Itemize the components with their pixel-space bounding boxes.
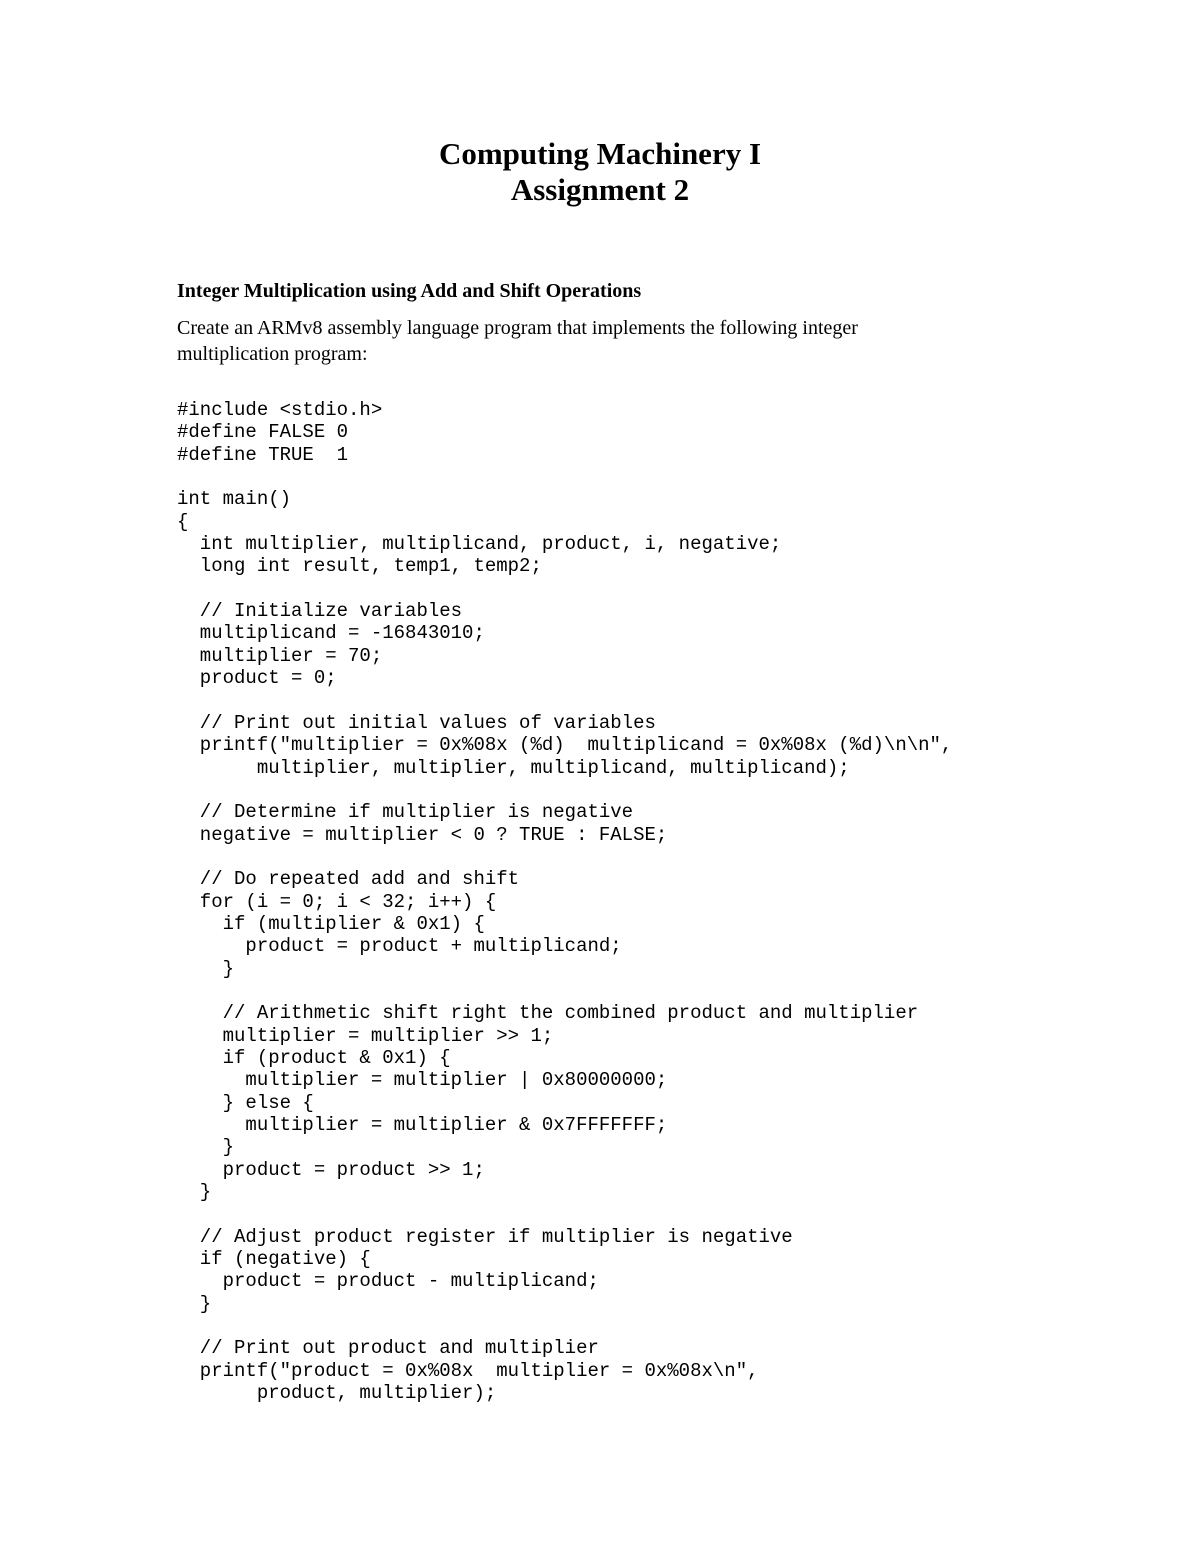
code-line: long int result, temp1, temp2; (177, 555, 542, 578)
code-line: // Print out product and multiplier (177, 1337, 599, 1360)
code-line: printf("product = 0x%08x multiplier = 0x%08x\n", (177, 1359, 759, 1382)
code-line (177, 689, 952, 711)
code-line: if (multiplier & 0x1) { (177, 912, 485, 935)
code-line: } (177, 1292, 212, 1315)
section-heading: Integer Multiplication using Add and Shift Operations (177, 280, 642, 302)
code-line: #include <stdio.h> (177, 399, 383, 421)
code-line: #define TRUE 1 (177, 443, 349, 466)
code-line: product = product + multiplicand; (177, 935, 622, 958)
code-line: multiplier = multiplier >> 1; (177, 1024, 554, 1047)
code-line: int multiplier, multiplicand, product, i, negative; (177, 533, 782, 556)
code-line: // Do repeated add and shift (177, 868, 520, 891)
code-line: product = product >> 1; (177, 1158, 485, 1181)
code-line: // Print out initial values of variables (177, 711, 656, 734)
code-line (177, 846, 952, 868)
code-line: multiplier = 70; (177, 644, 383, 667)
code-line: } (177, 1136, 235, 1159)
code-line: multiplier = multiplier & 0x7FFFFFFF; (177, 1114, 668, 1136)
code-line (177, 779, 952, 801)
code-line: #define FALSE 0 (177, 421, 349, 444)
code-line (177, 466, 952, 488)
code-line: } (177, 957, 235, 980)
code-line: negative = multiplier < 0 ? TRUE : FALSE; (177, 823, 668, 846)
intro-paragraph (177, 315, 937, 367)
code-line (177, 980, 952, 1002)
code-line: printf("multiplier = 0x%08x (%d) multiplicand = 0x%08x (%d)\n\n", (177, 734, 953, 757)
code-line: // Determine if multiplier is negative (177, 801, 634, 824)
document-title (0, 136, 1200, 208)
code-line: // Initialize variables (177, 600, 463, 623)
code-line: } (177, 1181, 212, 1204)
code-line (177, 1315, 952, 1337)
assignment-title: Assignment 2 (510, 172, 690, 207)
code-line: multiplicand = -16843010; (177, 622, 485, 645)
code-line: if (product & 0x1) { (177, 1046, 451, 1069)
code-line: } else { (177, 1091, 314, 1114)
code-line: multiplier, multiplier, multiplicand, multiplicand); (177, 756, 850, 779)
code-listing (177, 399, 952, 1404)
code-line: product = 0; (177, 667, 337, 690)
intro-line: multiplication program: (177, 343, 368, 365)
code-line (177, 1203, 952, 1225)
code-line: for (i = 0; i < 32; i++) { (177, 890, 497, 913)
code-line: // Arithmetic shift right the combined product and multiplier (177, 1002, 919, 1025)
course-title: Computing Machinery I (438, 136, 762, 171)
code-line: if (negative) { (177, 1248, 371, 1271)
code-line: multiplier = multiplier | 0x80000000; (177, 1069, 668, 1092)
code-line: product, multiplier); (177, 1382, 497, 1405)
intro-line: Create an ARMv8 assembly language program that implements the following integer (177, 317, 858, 339)
code-line: // Adjust product register if multiplier is negative (177, 1225, 793, 1248)
code-line (177, 578, 952, 600)
code-line: int main() (177, 488, 292, 511)
code-line: { (177, 510, 189, 533)
code-line: product = product - multiplicand; (177, 1270, 599, 1293)
